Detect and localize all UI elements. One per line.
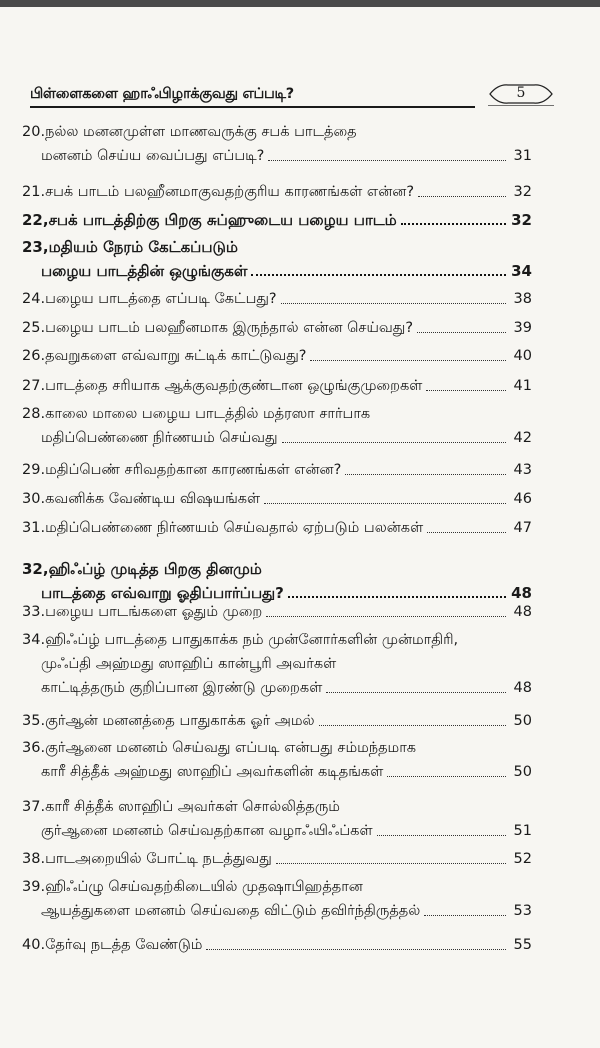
toc-entry-page: 34: [511, 262, 532, 280]
toc-entry-line: [22, 235, 532, 259]
toc-entry-number: 35.: [22, 713, 46, 729]
toc-entry-text: பாடத்தை எவ்வாறு ஓதிப்பார்ப்பது?: [41, 584, 284, 602]
toc-entry-line: [22, 374, 532, 398]
toc-entry-line: [22, 875, 532, 899]
toc-entry-line: [22, 652, 532, 676]
toc-entry-line: [22, 402, 532, 426]
leader-dots: [426, 389, 506, 391]
toc-entry-line: [22, 557, 532, 581]
toc-entry-text: மதியம் நேரம் கேட்கப்படும்: [48, 238, 238, 256]
leader-dots: [319, 724, 506, 726]
page-number: 5: [516, 85, 526, 101]
toc-entry-line: [22, 120, 532, 144]
leader-dots: [266, 615, 506, 617]
header-title: பிள்ளைகளை ஹாஃபிழாக்குவது எப்படி?: [30, 86, 294, 102]
leader-dots: [345, 473, 506, 475]
toc-entry-text: ஹிஃப்ழ் முடித்த பிறகு தினமும்: [48, 560, 262, 578]
toc-entry-page: 46: [513, 491, 532, 507]
toc-entry-text: காரீ சித்தீக் ஸாஹிப் அவர்கள் சொல்லித்தரும்: [45, 799, 340, 815]
toc-entry-page: 50: [513, 713, 532, 729]
toc-entry-line: [22, 628, 532, 652]
toc-entry-text: பழைய பாடங்களை ஓதும் முறை: [45, 604, 263, 620]
toc-entry-page: 43: [513, 462, 532, 478]
toc-entry-line: [22, 676, 532, 700]
toc-entry-text: முஃப்தி அஹ்மது ஸாஹிப் கான்பூரி அவர்கள்: [41, 656, 337, 672]
toc-entry-page: 42: [513, 430, 532, 446]
toc-entry-number: 28.: [22, 406, 46, 422]
header-rule: [30, 106, 475, 108]
leader-dots: [427, 531, 506, 533]
toc-entry-text: மனனம் செய்ய வைப்பது எப்படி?: [41, 148, 265, 164]
toc-entry-text: மதிப்பெண் சரிவதற்கான காரணங்கள் என்ன?: [45, 462, 342, 478]
toc-entry-text: காரீ சித்தீக் அஹ்மது ஸாஹிப் அவர்களின் கடிதங்கள்: [41, 764, 384, 780]
toc-entry-line: [22, 344, 532, 368]
leader-dots: [281, 302, 506, 304]
toc-entry-page: 50: [513, 764, 532, 780]
leader-dots: [377, 834, 506, 836]
toc-entry-number: 39.: [22, 879, 46, 895]
toc-entry-page: 48: [513, 604, 532, 620]
leader-dots: [387, 775, 506, 777]
toc-entry-number: 23,: [22, 238, 49, 256]
toc-entry-number: 32,: [22, 560, 49, 578]
toc-entry-page: 48: [513, 680, 532, 696]
toc-entry-line: [22, 180, 532, 204]
toc-entry-number: 38.: [22, 851, 46, 867]
leader-dots: [268, 159, 506, 161]
top-edge-bar: [0, 0, 600, 7]
toc-entry-text: ஆயத்துகளை மனனம் செய்வதை விட்டும் தவிர்ந்திருத்தல்: [41, 903, 421, 919]
toc-entry-page: 32: [513, 184, 532, 200]
running-header: [30, 78, 560, 108]
toc-entry-number: 26.: [22, 348, 46, 364]
toc-entry-text: நல்ல மனனமுள்ள மாணவருக்கு சபக் பாடத்தை: [45, 124, 357, 140]
leader-dots: [310, 359, 506, 361]
leader-dots: [401, 222, 506, 225]
toc-entry-number: 31.: [22, 520, 46, 536]
leader-dots: [417, 331, 506, 333]
toc-entry-text: தேர்வு நடத்த வேண்டும்: [45, 937, 203, 953]
toc-entry-text: குர்ஆன் மனனத்தை பாதுகாக்க ஓர் அமல்: [45, 713, 315, 729]
toc-entry-line: [22, 259, 532, 283]
leader-dots: [282, 441, 506, 443]
toc-entry-text: ஹிஃப்ழ் பாடத்தை பாதுகாக்க நம் முன்னோர்களின் முன்மாதிரி,: [45, 632, 459, 648]
toc-entry-number: 33.: [22, 604, 46, 620]
toc-entry-page: 53: [513, 903, 532, 919]
toc-entry-line: [22, 487, 532, 511]
leader-dots: [206, 948, 506, 950]
toc-entry-text: பாடஅறையில் போட்டி நடத்துவது: [45, 851, 272, 867]
leader-dots: [276, 862, 506, 864]
toc-entry-number: 36.: [22, 740, 46, 756]
toc-entry-text: தவறுகளை எவ்வாறு சுட்டிக் காட்டுவது?: [45, 348, 307, 364]
toc-entry-line: [22, 600, 532, 624]
toc-entry-page: 32: [511, 211, 532, 229]
toc-entry-line: [22, 516, 532, 540]
toc-entry-page: 39: [513, 320, 532, 336]
toc-entry-number: 34.: [22, 632, 46, 648]
toc-entry-number: 29.: [22, 462, 46, 478]
toc-entry-page: 40: [513, 348, 532, 364]
toc-entry-text: சபக் பாடத்திற்கு பிறகு சுப்ஹுடைய பழைய பாடம்: [48, 211, 397, 229]
toc-entry-line: [22, 426, 532, 450]
toc-entry-page: 41: [513, 378, 532, 394]
toc-entry-page: 55: [513, 937, 532, 953]
toc-entry-text: மதிப்பெண்ணை நிர்ணயம் செய்வதால் ஏற்படும் பலன்கள்: [45, 520, 424, 536]
toc-entry-text: கவனிக்க வேண்டிய விஷயங்கள்: [45, 491, 261, 507]
toc-entry-text: குர்ஆனை மனனம் செய்வது எப்படி என்பது சம்மந்தமாக: [45, 740, 417, 756]
toc-entry-text: பழைய பாடத்தின் ஒழுங்குகள்: [41, 262, 248, 280]
toc-entry-line: [22, 933, 532, 957]
toc-entry-line: [22, 287, 532, 311]
toc-entry-line: [22, 208, 532, 232]
toc-entry-number: 27.: [22, 378, 46, 394]
toc-entry-line: [22, 899, 532, 923]
toc-entry-page: 51: [513, 823, 532, 839]
leader-dots: [424, 914, 506, 916]
page-number-badge: [488, 82, 554, 106]
toc-entry-text: ஹிஃப்ழு செய்வதற்கிடையில் முதஷாபிஹத்தான: [45, 879, 363, 895]
toc-entry-line: [22, 847, 532, 871]
toc-entry-page: 47: [513, 520, 532, 536]
toc-entry-text: காலை மாலை பழைய பாடத்தில் மத்ரஸா சார்பாக: [45, 406, 371, 422]
toc-entry-text: பழைய பாடத்தை எப்படி கேட்பது?: [45, 291, 277, 307]
toc-entry-number: 22,: [22, 211, 49, 229]
toc-entry-line: [22, 458, 532, 482]
toc-entry-page: 52: [513, 851, 532, 867]
leader-dots: [264, 502, 506, 504]
toc-entry-line: [22, 795, 532, 819]
toc-entry-line: [22, 819, 532, 843]
toc-entry-line: [22, 736, 532, 760]
toc-entry-number: 40.: [22, 937, 46, 953]
toc-entry-text: பழைய பாடம் பலஹீனமாக இருந்தால் என்ன செய்வது?: [45, 320, 414, 336]
toc-entry-page: 48: [511, 584, 532, 602]
toc-entry-line: [22, 144, 532, 168]
toc-entry-number: 37.: [22, 799, 46, 815]
toc-entry-text: சபக் பாடம் பலஹீனமாகுவதற்குரிய காரணங்கள் என்ன?: [45, 184, 415, 200]
leader-dots: [288, 595, 506, 598]
toc-entry-text: பாடத்தை சரியாக ஆக்குவதற்குண்டான ஒழுங்குமுறைகள்: [45, 378, 423, 394]
toc-entry-text: மதிப்பெண்ணை நிர்ணயம் செய்வது: [41, 430, 278, 446]
leader-dots: [251, 273, 506, 276]
toc-entry-page: 31: [513, 148, 532, 164]
toc-entry-line: [22, 760, 532, 784]
toc-entry-number: 21.: [22, 184, 46, 200]
toc-entry-number: 25.: [22, 320, 46, 336]
leader-dots: [418, 195, 506, 197]
toc-entry-page: 38: [513, 291, 532, 307]
toc-entry-number: 24.: [22, 291, 46, 307]
toc-entry-number: 30.: [22, 491, 46, 507]
leader-dots: [326, 691, 506, 693]
toc-entry-text: குர்ஆனை மனனம் செய்வதற்கான வழாஃயிஃப்கள்: [41, 823, 373, 839]
toc-entry-text: காட்டித்தரும் குறிப்பான இரண்டு முறைகள்: [41, 680, 323, 696]
toc-entry-line: [22, 709, 532, 733]
toc-entry-number: 20.: [22, 124, 46, 140]
toc-entry-line: [22, 316, 532, 340]
